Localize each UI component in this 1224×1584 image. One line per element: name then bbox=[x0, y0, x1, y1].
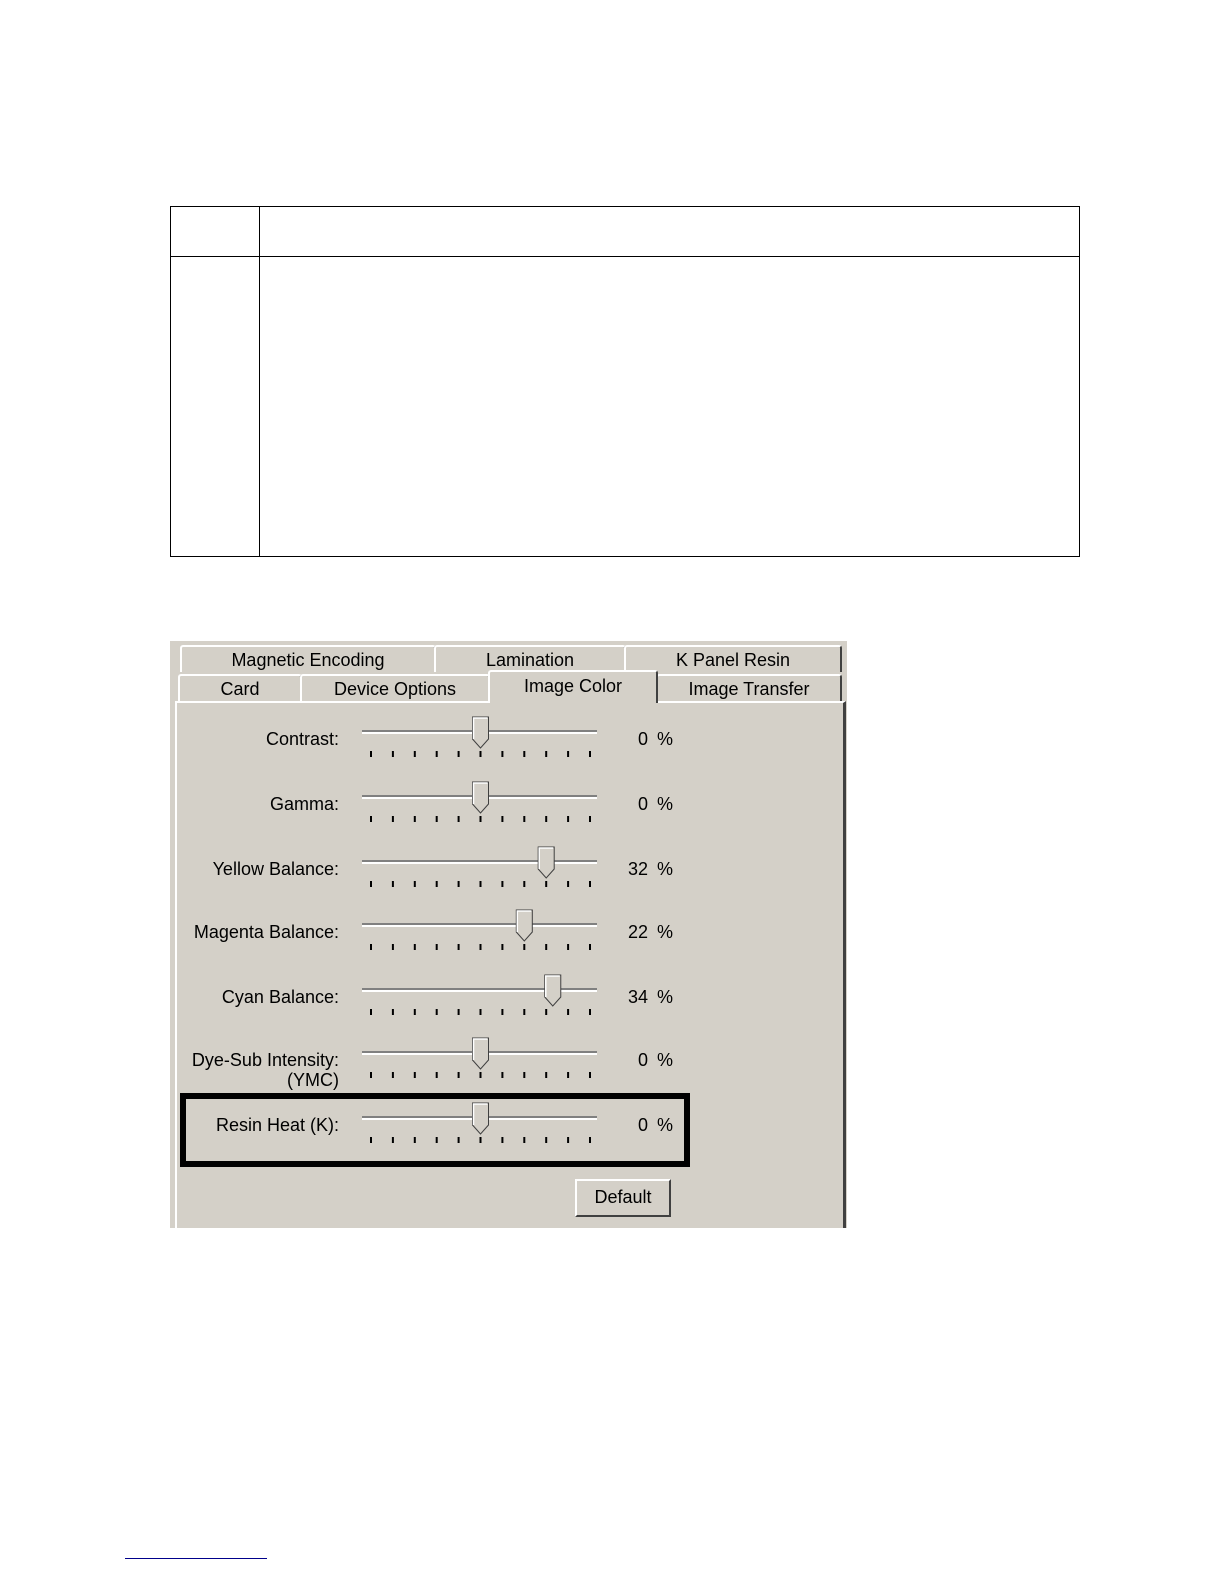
percent-unit: % bbox=[657, 922, 674, 942]
slider-track bbox=[362, 923, 597, 925]
slider-label: Magenta Balance: bbox=[193, 922, 339, 942]
slider-tick bbox=[370, 751, 372, 757]
slider-value: 0 bbox=[637, 1115, 648, 1135]
table-row-divider bbox=[171, 256, 1079, 257]
slider-track-highlight bbox=[362, 862, 597, 864]
slider-tick bbox=[414, 816, 416, 822]
slider-value: 0 bbox=[637, 1050, 648, 1070]
slider-tick bbox=[436, 751, 438, 757]
image-color-dialog bbox=[170, 641, 847, 1228]
slider-thumb bbox=[545, 975, 561, 1006]
slider-thumb bbox=[473, 717, 489, 748]
tab-label: Image Transfer bbox=[688, 679, 810, 699]
slider-tick bbox=[545, 751, 547, 757]
percent-unit: % bbox=[657, 1050, 674, 1070]
slider-tick bbox=[480, 816, 482, 822]
slider-tick bbox=[523, 944, 525, 950]
slider-tick bbox=[589, 1072, 591, 1078]
tab-label: Card bbox=[220, 679, 260, 699]
tab-image-color[interactable] bbox=[488, 670, 658, 703]
slider-tick bbox=[523, 1072, 525, 1078]
slider-tick bbox=[480, 1009, 482, 1015]
percent-unit: % bbox=[657, 729, 674, 749]
slider-tick bbox=[567, 1072, 569, 1078]
slider-thumb bbox=[516, 910, 532, 941]
slider-value: 32 bbox=[627, 859, 648, 879]
slider-label: Gamma: bbox=[269, 794, 339, 814]
slider-tick bbox=[545, 816, 547, 822]
slider-tick bbox=[567, 1009, 569, 1015]
slider-tick bbox=[370, 816, 372, 822]
cyan-balance-slider[interactable] bbox=[361, 973, 599, 1023]
slider-tick bbox=[545, 1009, 547, 1015]
contrast-slider[interactable] bbox=[361, 715, 599, 765]
slider-tick bbox=[458, 1009, 460, 1015]
percent-unit: % bbox=[657, 794, 674, 814]
slider-tick bbox=[370, 1009, 372, 1015]
yellow-balance-slider[interactable] bbox=[361, 845, 599, 895]
resin-heat-highlight-box bbox=[180, 1093, 690, 1167]
slider-tick bbox=[501, 881, 503, 887]
default-button[interactable]: Default bbox=[575, 1179, 671, 1217]
tab-magnetic-encoding[interactable] bbox=[180, 645, 436, 672]
slider-label: Contrast: bbox=[265, 729, 339, 749]
slider-tick bbox=[567, 816, 569, 822]
slider-tick bbox=[589, 1009, 591, 1015]
tab-label: Lamination bbox=[485, 650, 575, 670]
gamma-slider[interactable] bbox=[361, 780, 599, 830]
table-column-divider bbox=[259, 207, 260, 556]
slider-tick bbox=[436, 1009, 438, 1015]
slider-track bbox=[362, 860, 597, 862]
slider-tick bbox=[589, 816, 591, 822]
slider-tick bbox=[523, 1009, 525, 1015]
slider-value: 34 bbox=[627, 987, 648, 1007]
slider-tick bbox=[545, 881, 547, 887]
slider-track-highlight bbox=[362, 990, 597, 992]
slider-tick bbox=[480, 881, 482, 887]
slider-tick bbox=[370, 1072, 372, 1078]
slider-tick bbox=[392, 944, 394, 950]
slider-tick bbox=[567, 881, 569, 887]
empty-document-table bbox=[170, 206, 1080, 557]
slider-tick bbox=[567, 944, 569, 950]
percent-unit: % bbox=[657, 1115, 674, 1135]
tab-card[interactable] bbox=[178, 674, 302, 701]
slider-tick bbox=[458, 1072, 460, 1078]
percent-unit: % bbox=[657, 987, 674, 1007]
tab-image-transfer[interactable] bbox=[656, 674, 842, 701]
slider-tick bbox=[523, 881, 525, 887]
tab-k-panel-resin[interactable] bbox=[624, 645, 842, 672]
slider-tick bbox=[458, 751, 460, 757]
slider-tick bbox=[392, 751, 394, 757]
slider-tick bbox=[458, 816, 460, 822]
tab-lamination[interactable] bbox=[434, 645, 626, 672]
slider-tick bbox=[501, 944, 503, 950]
slider-track-highlight bbox=[362, 925, 597, 927]
slider-tick bbox=[392, 816, 394, 822]
slider-tick bbox=[523, 816, 525, 822]
slider-tick bbox=[567, 751, 569, 757]
slider-tick bbox=[589, 881, 591, 887]
slider-tick bbox=[370, 881, 372, 887]
footnote-separator bbox=[125, 1558, 267, 1559]
slider-tick bbox=[545, 1072, 547, 1078]
slider-tick bbox=[458, 881, 460, 887]
slider-value: 22 bbox=[627, 922, 648, 942]
slider-tick bbox=[589, 751, 591, 757]
tab-device-options[interactable] bbox=[300, 674, 490, 701]
slider-value: 0 bbox=[637, 794, 648, 814]
slider-tick bbox=[414, 944, 416, 950]
slider-tick bbox=[545, 944, 547, 950]
slider-tick bbox=[436, 944, 438, 950]
tab-label: K Panel Resin bbox=[675, 650, 791, 670]
slider-tick bbox=[436, 881, 438, 887]
slider-tick bbox=[501, 1009, 503, 1015]
slider-thumb bbox=[473, 1038, 489, 1069]
slider-tick bbox=[392, 881, 394, 887]
slider-tick bbox=[480, 944, 482, 950]
slider-tick bbox=[458, 944, 460, 950]
slider-tick bbox=[370, 944, 372, 950]
slider-thumb bbox=[538, 847, 554, 878]
slider-tick bbox=[414, 751, 416, 757]
magenta-balance-slider[interactable] bbox=[361, 908, 599, 958]
slider-label: Cyan Balance: bbox=[221, 987, 339, 1007]
slider-tick bbox=[501, 1072, 503, 1078]
slider-value: 0 bbox=[637, 729, 648, 749]
slider-tick bbox=[501, 816, 503, 822]
slider-tick bbox=[523, 751, 525, 757]
dye-sub-intensity-slider[interactable] bbox=[361, 1036, 599, 1086]
slider-tick bbox=[414, 1009, 416, 1015]
tab-label: Image Color bbox=[523, 676, 623, 696]
slider-thumb bbox=[473, 782, 489, 813]
percent-unit: % bbox=[657, 859, 674, 879]
slider-tick bbox=[501, 751, 503, 757]
slider-label: Resin Heat (K): bbox=[215, 1115, 339, 1135]
slider-label: Yellow Balance: bbox=[212, 859, 339, 879]
slider-label: Dye-Sub Intensity: bbox=[191, 1050, 339, 1070]
slider-tick bbox=[480, 1072, 482, 1078]
slider-label-line2: (YMC) bbox=[287, 1070, 339, 1090]
slider-tick bbox=[392, 1009, 394, 1015]
slider-track bbox=[362, 988, 597, 990]
slider-tick bbox=[436, 816, 438, 822]
tab-label: Magnetic Encoding bbox=[231, 650, 385, 670]
slider-tick bbox=[480, 751, 482, 757]
tab-label: Device Options bbox=[333, 679, 457, 699]
slider-tick bbox=[436, 1072, 438, 1078]
slider-tick bbox=[414, 1072, 416, 1078]
slider-tick bbox=[392, 1072, 394, 1078]
slider-tick bbox=[414, 881, 416, 887]
slider-tick bbox=[589, 944, 591, 950]
